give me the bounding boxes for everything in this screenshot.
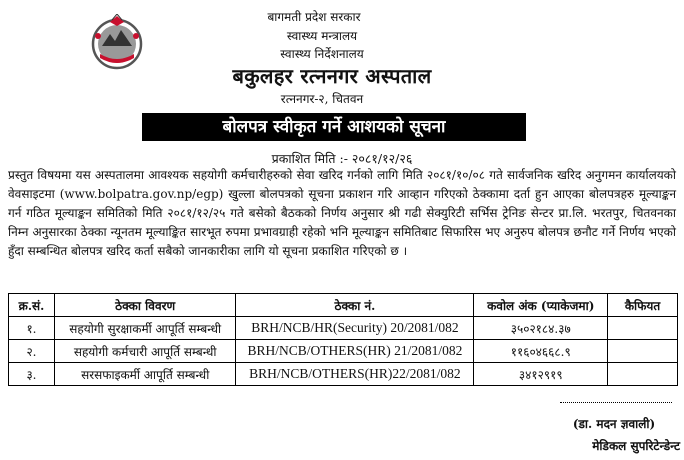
signatory-name: (डा. मदन ज्ञवाली) (572, 417, 656, 431)
cell-contract-no: BRH/NCB/OTHERS(HR) 21/2081/082 (236, 340, 474, 363)
published-date: प्रकाशित मिति :- २०८१/१२/२६ (271, 151, 413, 166)
cell-bid-amount: ३४१२९१९ (474, 363, 608, 386)
cell-serial: २. (9, 340, 55, 363)
cell-contract-no: BRH/NCB/HR(Security) 20/2081/082 (236, 317, 474, 340)
province-government: बागमती प्रदेश सरकार (267, 10, 361, 24)
cell-serial: ३. (9, 363, 55, 386)
header-serial: क्र.सं. (9, 294, 55, 317)
table-row (9, 363, 678, 386)
header-description: ठेक्का विवरण (54, 294, 236, 317)
contract-table (8, 293, 678, 386)
header-bid-amount: कवोल अंक (प्याकेजमा) (474, 294, 608, 317)
cell-description: सरसफाइकर्मी आपूर्ति सम्बन्धी (54, 363, 236, 386)
table-row (9, 340, 678, 363)
cell-description: सहयोगी सुरक्षाकर्मी आपूर्ति सम्बन्धी (54, 317, 236, 340)
cell-contract-no: BRH/NCB/OTHERS(HR)22/2081/082 (236, 363, 474, 386)
cell-remarks (608, 317, 678, 340)
cell-description: सहयोगी कर्मचारी आपूर्ति सम्बन्धी (54, 340, 236, 363)
ministry: स्वास्थ्य मन्त्रालय (286, 29, 358, 43)
cell-bid-amount: ११६०४६६८.९ (474, 340, 608, 363)
cell-serial: १. (9, 317, 55, 340)
cell-bid-amount: ३५०२१८४.३७ (474, 317, 608, 340)
header-remarks: कैफियत (608, 294, 678, 317)
notice-title: बोलपत्र स्वीकृत गर्ने आशयको सूचना (142, 113, 526, 141)
cell-remarks (608, 340, 678, 363)
header-contract-no: ठेक्का नं. (236, 294, 474, 317)
cell-remarks (608, 363, 678, 386)
directorate: स्वास्थ्य निर्देशनालय (280, 47, 364, 61)
table-row (9, 317, 678, 340)
signatory-title: मेडिकल सुपरिटेन्डेन्ट (592, 439, 680, 453)
notice-body: प्रस्तुत विषयमा यस अस्पतालमा आवश्यक सहयोगी कर्मचारीहरुको सेवा खरिद गर्नको लागि मिति २०८१/१०/०८ गते सार्वजनिक खरिद अनुगमन कार्यालयको वेवसाइटमा (www.bolpatra.gov.np/egp) खुल्ला बोलपत्रको सूचना प्रकाशन गरि आव्हान गरिएको ठेक्कामा दर्ता हुन आएका बोलपत्रहरु मूल्याङ्कन गर्न गठित मूल्याङ्कन समितिको मिति २०८१/१२/२५ गते बसेको बैठकको निर्णय अनुसार श्री गढी सेक्युरिटी सर्भिस ट्रेनिङ सेन्टर प्रा.लि. भरतपुर, चितवनका निम्न अनुसारका ठेक्का न्यूनतम मूल्याङ्कित सारभूत रुपमा प्रभावग्राही रहेको भनि मूल्याङ्कन समितिबाट सिफारिस भए अनुरुप बोलपत्र छनौट गर्ने निर्णय भएको हुँदा सम्बन्धित बोलपत्र खरिद कर्ता सबैको जानकारीका लागि यो सूचना प्रकाशित गरिएको छ । (8, 168, 676, 258)
signature-line (560, 402, 672, 403)
table-header-row (9, 294, 678, 317)
hospital-name: बकुलहर रत्ननगर अस्पताल (232, 64, 432, 88)
hospital-address: रत्ननगर-२, चितवन (280, 92, 364, 106)
